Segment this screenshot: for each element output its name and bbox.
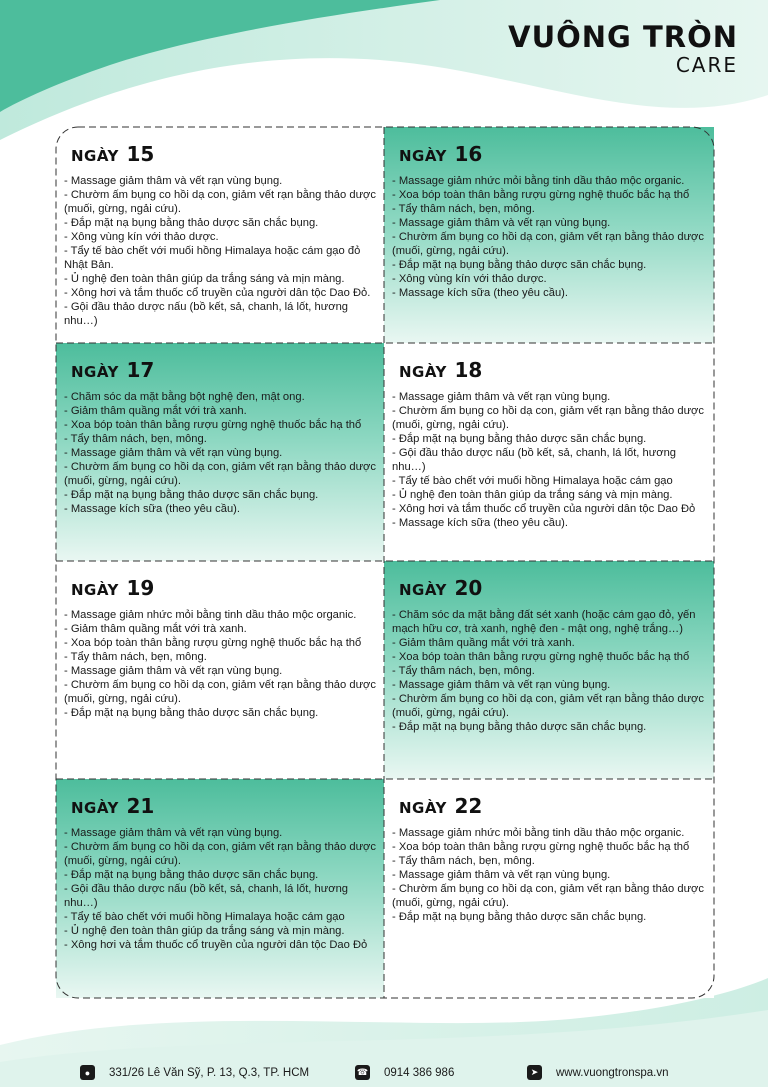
day-number: 16	[454, 142, 483, 166]
list-item: - Tẩy thâm nách, bẹn, mông.	[392, 665, 535, 677]
brand-name: VUÔNG TRÒN	[508, 20, 738, 54]
list-item: - Giảm thâm quầng mắt với trà xanh.	[392, 637, 575, 649]
list-item: - Massage giảm thâm và vết rạn vùng bụng.	[392, 869, 611, 881]
phone-icon: ☎	[355, 1065, 370, 1080]
list-item: - Xông hơi và tắm thuốc cổ truyền của người dân tộc Dao Đỏ	[64, 939, 368, 951]
treatment-list	[392, 390, 706, 530]
day-number: 22	[454, 794, 483, 818]
website-link[interactable]: www.vuongtronspa.vn	[556, 1066, 669, 1079]
list-item: - Ủ nghệ đen toàn thân giúp da trắng sáng và mịn màng.	[392, 489, 673, 501]
day-card-20	[384, 561, 714, 779]
phone-text[interactable]: 0914 386 986	[384, 1066, 455, 1079]
list-item: - Tẩy tế bào chết với muối hồng Himalaya hoặc cám gạo	[392, 475, 673, 487]
day-card-18	[384, 343, 714, 561]
treatment-list	[64, 174, 378, 328]
day-number: 19	[126, 576, 155, 600]
day-title	[399, 359, 706, 383]
day-title	[399, 795, 706, 819]
list-item: - Chườm ấm bụng co hồi dạ con, giảm vết rạn bằng thảo dược (muối, gừng, ngải cứu).	[64, 189, 376, 215]
day-card-21	[56, 779, 386, 998]
list-item: - Chườm ấm bụng co hồi dạ con, giảm vết rạn bằng thảo dược (muối, gừng, ngải cứu).	[392, 693, 704, 719]
list-item: - Massage giảm thâm và vết rạn vùng bụng.	[392, 217, 611, 229]
list-item: - Chườm ấm bụng co hồi dạ con, giảm vết rạn bằng thảo dược (muối, gừng, ngải cứu).	[64, 461, 376, 487]
day-number: 15	[126, 142, 155, 166]
list-item: - Xông hơi và tắm thuốc cổ truyền của người dân tộc Dao Đỏ.	[64, 287, 371, 299]
day-card-19	[56, 561, 386, 779]
day-title	[71, 795, 378, 819]
list-item: - Gội đầu thảo dược nấu (bồ kết, sả, chanh, lá lốt, hương nhu…)	[392, 447, 677, 473]
footer-website[interactable]	[527, 1065, 669, 1080]
list-item: - Chăm sóc da mặt bằng đất sét xanh (hoặc cám gạo đỏ, yến mạch hữu cơ, trà xanh, nghệ đen - mật ong, nghệ trắng…)	[392, 609, 696, 635]
list-item: - Massage giảm thâm và vết rạn vùng bụng.	[64, 447, 283, 459]
footer-address	[80, 1065, 309, 1080]
day-card-16	[384, 127, 714, 343]
list-item: - Đắp mặt nạ bụng bằng thảo dược săn chắc bụng.	[392, 259, 647, 271]
treatment-list	[64, 608, 378, 720]
list-item: - Tẩy tế bào chết với muối hồng Himalaya hoặc cám gạo	[64, 911, 345, 923]
list-item: - Tẩy thâm nách, bẹn, mông.	[392, 203, 535, 215]
list-item: - Massage giảm thâm và vết rạn vùng bụng.	[392, 679, 611, 691]
list-item: - Massage giảm nhức mỏi bằng tinh dầu thảo mộc organic.	[392, 827, 685, 839]
day-number: 20	[454, 576, 483, 600]
list-item: - Gội đầu thảo dược nấu (bồ kết, sả, chanh, lá lốt, hương nhu…)	[64, 883, 349, 909]
day-label: NGÀY	[71, 363, 119, 381]
list-item: - Ủ nghệ đen toàn thân giúp da trắng sáng và mịn màng.	[64, 925, 345, 937]
list-item: - Đắp mặt nạ bụng bằng thảo dược săn chắc bụng.	[64, 707, 319, 719]
day-label: NGÀY	[399, 147, 447, 165]
list-item: - Chăm sóc da mặt bằng bột nghệ đen, mật ong.	[64, 391, 305, 403]
list-item: - Tẩy thâm nách, bẹn, mông.	[392, 855, 535, 867]
address-text: 331/26 Lê Văn Sỹ, P. 13, Q.3, TP. HCM	[109, 1066, 310, 1079]
list-item: - Giảm thâm quầng mắt với trà xanh.	[64, 405, 247, 417]
list-item: - Massage giảm thâm và vết rạn vùng bụng.	[64, 827, 283, 839]
treatment-list	[392, 174, 706, 300]
list-item: - Xoa bóp toàn thân bằng rượu gừng nghệ thuốc bắc hạ thổ	[64, 637, 362, 649]
list-item: - Xoa bóp toàn thân bằng rượu gừng nghệ thuốc bắc hạ thổ	[392, 651, 690, 663]
list-item: - Xoa bóp toàn thân bằng rượu gừng nghệ thuốc bắc hạ thổ	[392, 841, 690, 853]
day-title	[71, 359, 378, 383]
day-card-22	[384, 779, 714, 998]
day-label: NGÀY	[71, 581, 119, 599]
list-item: - Chườm ấm bụng co hồi dạ con, giảm vết rạn bằng thảo dược (muối, gừng, ngải cứu).	[64, 841, 376, 867]
list-item: - Chườm ấm bụng co hồi dạ con, giảm vết rạn bằng thảo dược (muối, gừng, ngải cứu).	[392, 883, 704, 909]
day-card-17	[56, 343, 386, 561]
list-item: - Xông hơi và tắm thuốc cổ truyền của người dân tộc Dao Đỏ	[392, 503, 696, 515]
list-item: - Massage giảm thâm và vết rạn vùng bụng.	[64, 665, 283, 677]
brand-logo	[508, 20, 738, 76]
treatment-list	[392, 608, 706, 734]
list-item: - Chườm ấm bụng co hồi dạ con, giảm vết rạn bằng thảo dược (muối, gừng, ngải cứu).	[392, 231, 704, 257]
list-item: - Massage giảm thâm và vết rạn vùng bụng.	[64, 175, 283, 187]
list-item: - Đắp mặt nạ bụng bằng thảo dược săn chắc bụng.	[392, 911, 647, 923]
list-item: - Chườm ấm bụng co hồi dạ con, giảm vết rạn bằng thảo dược (muối, gừng, ngải cứu).	[392, 405, 704, 431]
day-number: 21	[126, 794, 155, 818]
day-title	[71, 577, 378, 601]
day-label: NGÀY	[71, 147, 119, 165]
footer	[0, 1058, 768, 1088]
map-pin-icon: ●	[80, 1065, 95, 1080]
day-label: NGÀY	[399, 581, 447, 599]
day-title	[399, 143, 706, 167]
list-item: - Chườm ấm bụng co hồi dạ con, giảm vết rạn bằng thảo dược (muối, gừng, ngải cứu).	[64, 679, 376, 705]
list-item: - Đắp mặt nạ bụng bằng thảo dược săn chắc bụng.	[392, 721, 647, 733]
list-item: - Massage giảm nhức mỏi bằng tinh dầu thảo mộc organic.	[392, 175, 685, 187]
list-item: - Đắp mặt nạ bụng bằng thảo dược săn chắc bụng.	[64, 869, 319, 881]
treatment-list	[392, 826, 706, 924]
list-item: - Giảm thâm quầng mắt với trà xanh.	[64, 623, 247, 635]
footer-phone[interactable]	[355, 1065, 454, 1080]
day-title	[399, 577, 706, 601]
list-item: - Massage kích sữa (theo yêu cầu).	[392, 287, 569, 299]
list-item: - Đắp mặt nạ bụng bằng thảo dược săn chắc bụng.	[64, 217, 319, 229]
day-label: NGÀY	[399, 799, 447, 817]
treatment-list	[64, 826, 378, 952]
day-title	[71, 143, 378, 167]
list-item: - Tẩy thâm nách, bẹn, mông.	[64, 433, 207, 445]
day-label: NGÀY	[71, 799, 119, 817]
list-item: - Xông vùng kín với thảo dược.	[64, 231, 219, 243]
day-label: NGÀY	[399, 363, 447, 381]
day-number: 18	[454, 358, 483, 382]
list-item: - Tẩy tế bào chết với muối hồng Himalaya hoặc cám gạo đỏ Nhật Bản.	[64, 245, 361, 271]
day-card-15	[56, 127, 386, 343]
list-item: - Xoa bóp toàn thân bằng rượu gừng nghệ thuốc bắc hạ thổ	[392, 189, 690, 201]
list-item: - Massage kích sữa (theo yêu cầu).	[392, 517, 569, 529]
list-item: - Tẩy thâm nách, bẹn, mông.	[64, 651, 207, 663]
list-item: - Gội đầu thảo dược nấu (bồ kết, sả, chanh, lá lốt, hương nhu…)	[64, 301, 349, 327]
brand-tagline: CARE	[675, 53, 738, 77]
list-item: - Đắp mặt nạ bụng bằng thảo dược săn chắc bụng.	[64, 489, 319, 501]
cursor-icon: ➤	[527, 1065, 542, 1080]
list-item: - Massage giảm nhức mỏi bằng tinh dầu thảo mộc organic.	[64, 609, 357, 621]
list-item: - Massage giảm thâm và vết rạn vùng bụng.	[392, 391, 611, 403]
day-number: 17	[126, 358, 155, 382]
list-item: - Ủ nghệ đen toàn thân giúp da trắng sáng và mịn màng.	[64, 273, 345, 285]
list-item: - Xông vùng kín với thảo dược.	[392, 273, 547, 285]
list-item: - Đắp mặt nạ bụng bằng thảo dược săn chắc bụng.	[392, 433, 647, 445]
list-item: - Massage kích sữa (theo yêu cầu).	[64, 503, 241, 515]
treatment-list	[64, 390, 378, 516]
list-item: - Xoa bóp toàn thân bằng rượu gừng nghệ thuốc bắc hạ thổ	[64, 419, 362, 431]
